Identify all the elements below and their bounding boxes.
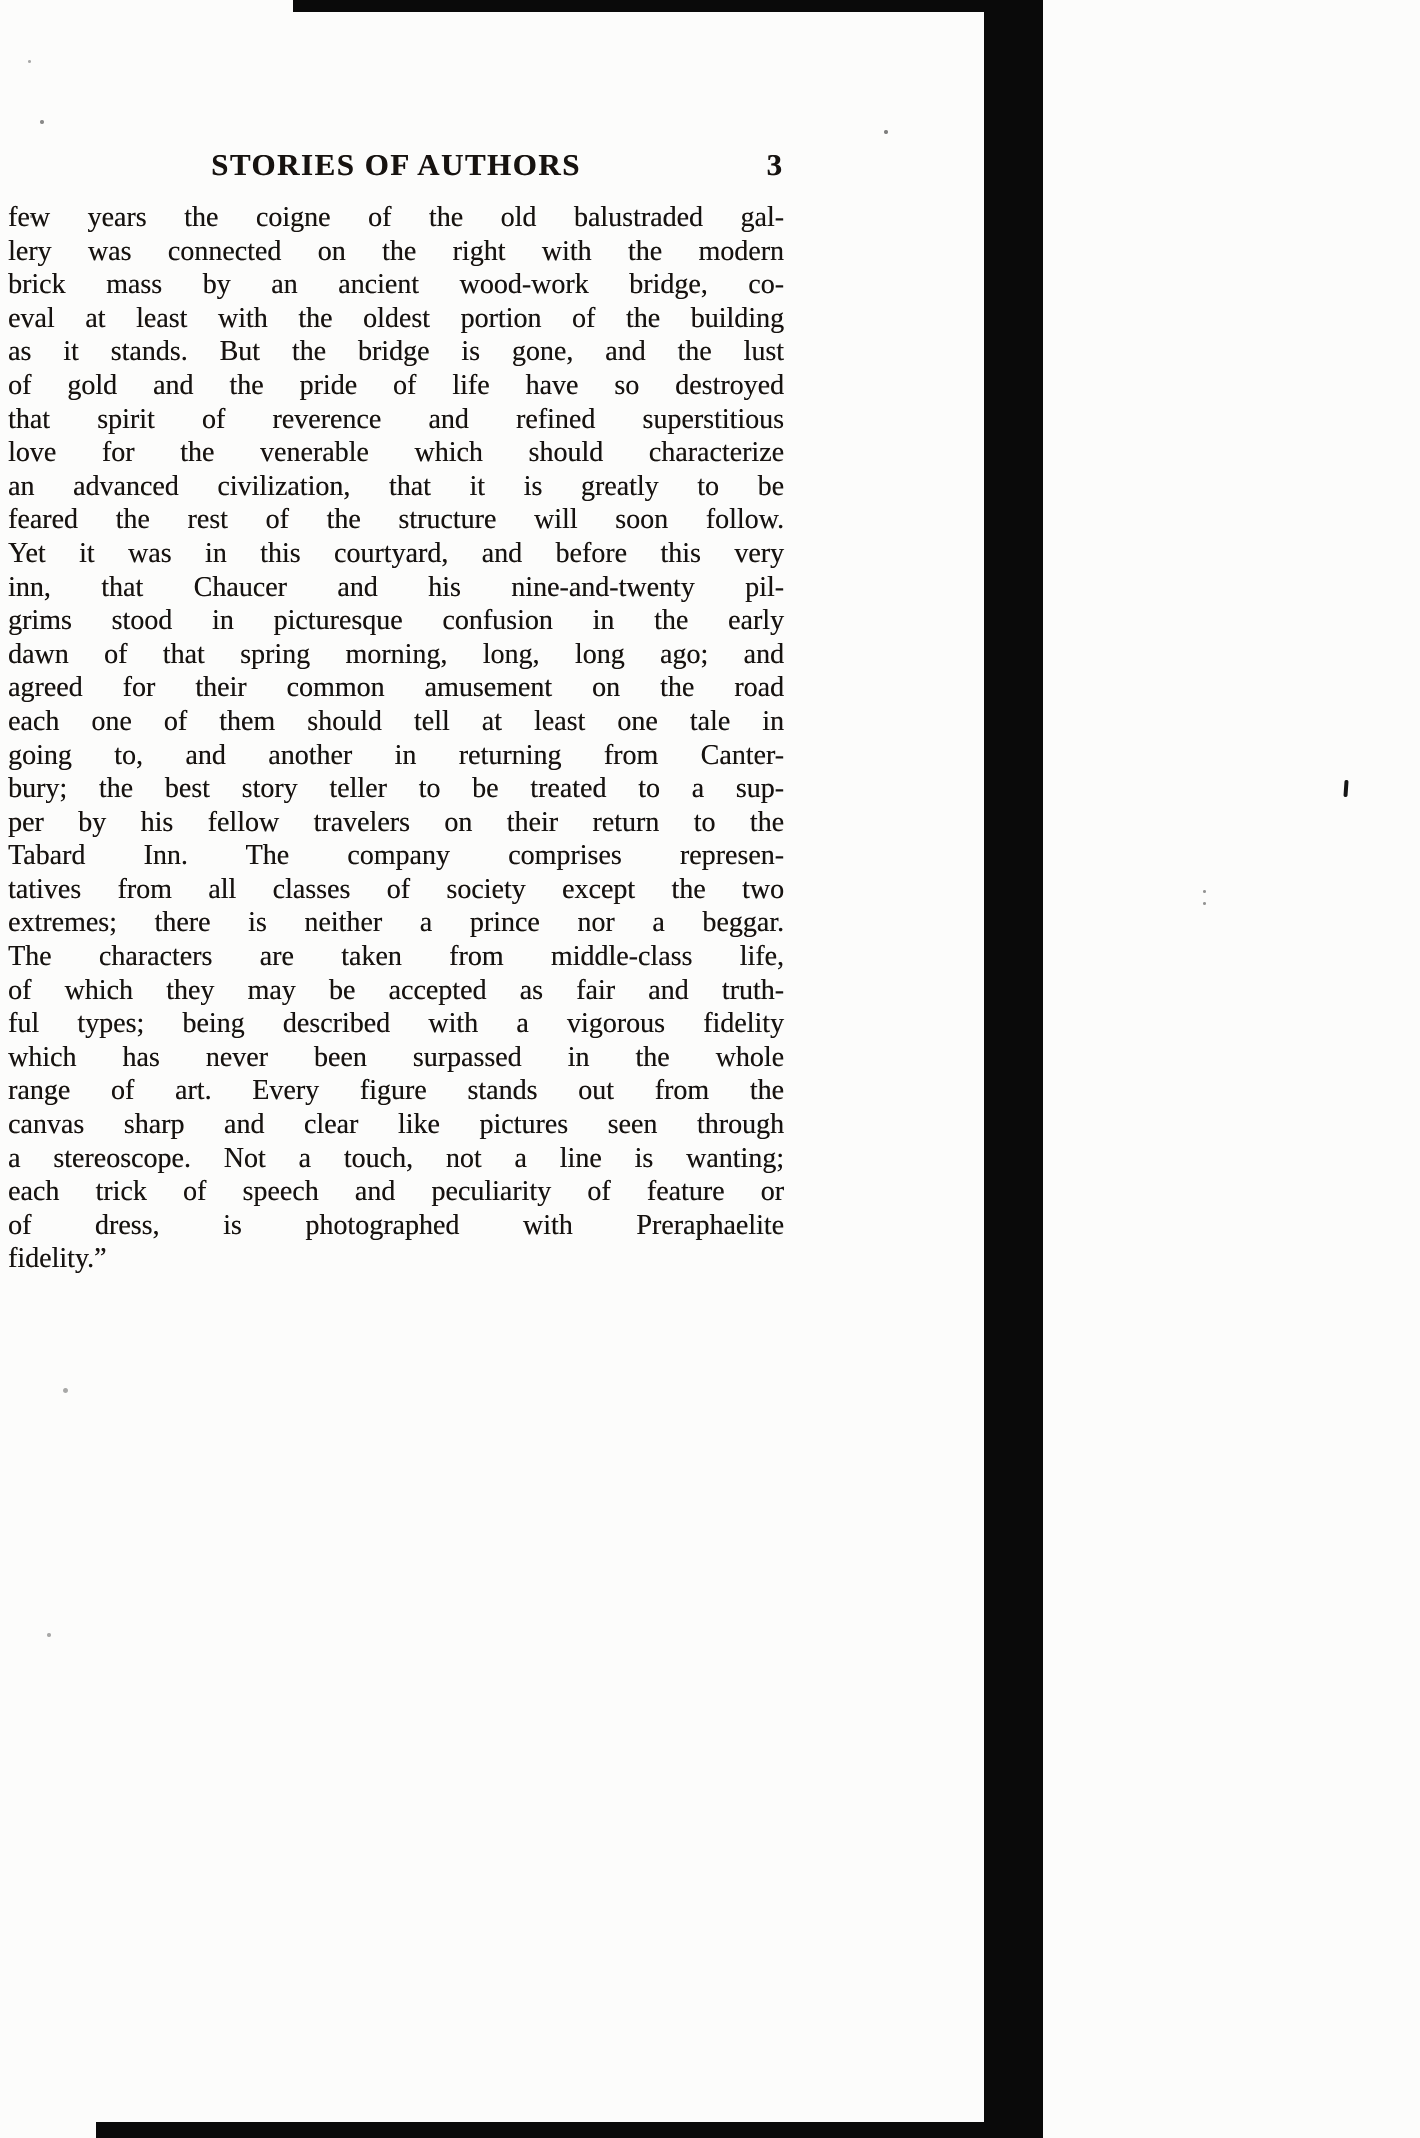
text-line: Yet it was in this courtyard, and before this very — [8, 537, 784, 569]
text-line: brick mass by an ancient wood-work bridge, co- — [8, 269, 784, 301]
text-line: Tabard Inn. The company comprises represen- — [8, 840, 784, 872]
text-line: feared the rest of the structure will soon follow. — [8, 504, 784, 536]
text-line: ful types; being described with a vigorous fidelity — [8, 1008, 784, 1040]
text-line: love for the venerable which should characterize — [8, 437, 784, 469]
text-line: inn, that Chaucer and his nine-and-twenty pil- — [8, 571, 784, 603]
text-line: range of art. Every figure stands out from the — [8, 1075, 784, 1107]
ink-speck — [47, 1633, 51, 1637]
text-line: extremes; there is neither a prince nor a beggar. — [8, 907, 784, 939]
text-line: each one of them should tell at least one tale in — [8, 705, 784, 737]
ink-speck — [884, 130, 888, 134]
text-line: going to, and another in returning from Canter- — [8, 739, 784, 771]
text-line: a stereoscope. Not a touch, not a line is wanting; — [8, 1142, 784, 1174]
scan-edge-top — [293, 0, 1041, 12]
text-line: of gold and the pride of life have so destroyed — [8, 369, 784, 401]
text-line: tatives from all classes of society except the two — [8, 873, 784, 905]
text-line: of which they may be accepted as fair and truth- — [8, 974, 784, 1006]
text-line: per by his fellow travelers on their return to the — [8, 806, 784, 838]
scan-edge-bottom — [96, 2122, 1043, 2138]
text-line: eval at least with the oldest portion of the building — [8, 302, 784, 334]
ink-stroke-mark — [1343, 780, 1348, 797]
text-line: few years the coigne of the old balustraded gal- — [8, 202, 784, 233]
body-text — [8, 201, 784, 1276]
text-line: lery was connected on the right with the modern — [8, 235, 784, 267]
text-line: agreed for their common amusement on the road — [8, 672, 784, 704]
text-line: of dress, is photographed with Preraphaelite — [8, 1209, 784, 1241]
ink-speck — [40, 120, 44, 124]
text-line: canvas sharp and clear like pictures seen through — [8, 1109, 784, 1141]
text-line: bury; the best story teller to be treated to a sup- — [8, 773, 784, 805]
text-line: an advanced civilization, that it is greatly to be — [8, 470, 784, 502]
text-line: as it stands. But the bridge is gone, and the lust — [8, 336, 784, 368]
text-line: each trick of speech and peculiarity of feature or — [8, 1176, 784, 1208]
text-line: fidelity.” — [8, 1243, 107, 1275]
page-title: STORIES OF AUTHORS — [211, 147, 581, 182]
ink-speck — [28, 60, 31, 63]
text-line: The characters are taken from middle-class life, — [8, 941, 784, 973]
text-line: which has never been surpassed in the whole — [8, 1041, 784, 1073]
page-header — [8, 146, 784, 184]
text-line: grims stood in picturesque confusion in the early — [8, 605, 784, 637]
text-line: that spirit of reverence and refined superstitious — [8, 403, 784, 435]
page-number: 3 — [766, 147, 782, 182]
text-line: dawn of that spring morning, long, long ago; and — [8, 638, 784, 670]
scan-edge-right — [984, 0, 1043, 2138]
ink-speck — [1203, 890, 1206, 893]
ink-speck — [63, 1388, 68, 1393]
page-content — [8, 146, 784, 1276]
ink-speck — [1203, 902, 1206, 905]
